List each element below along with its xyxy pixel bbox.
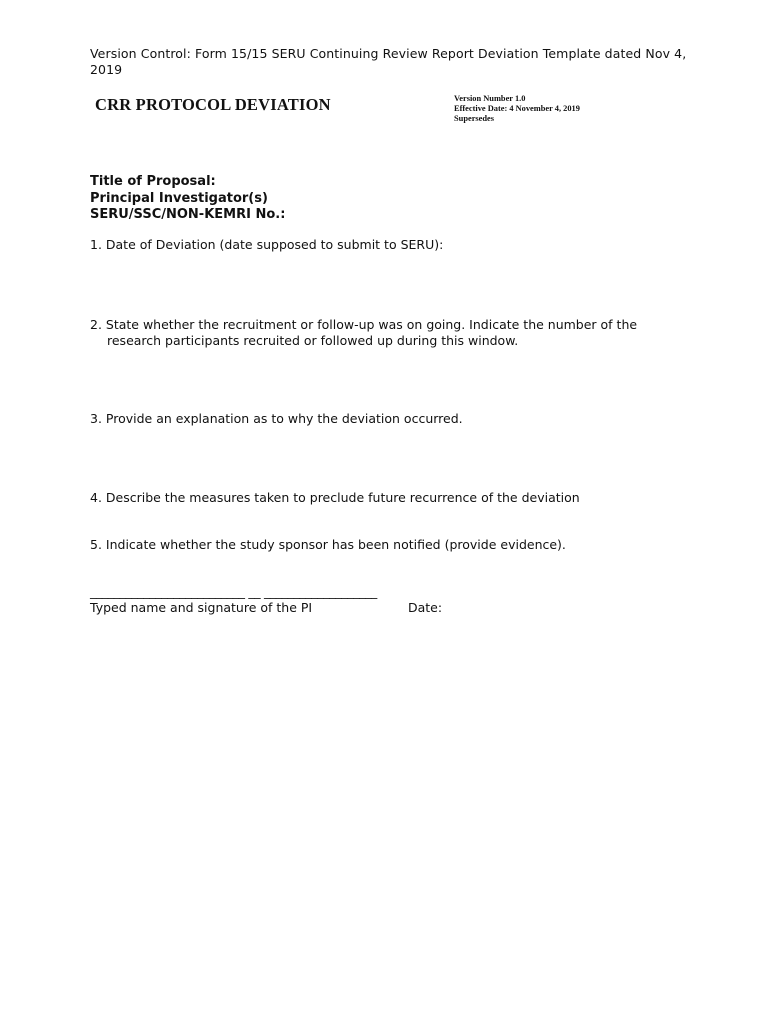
question-2-line-1: 2. State whether the recruitment or follow-up was on going. Indicate the number of the <box>90 317 638 332</box>
signature-labels <box>90 600 490 616</box>
document-title: CRR PROTOCOL DEVIATION <box>95 95 331 114</box>
question-4: 4. Describe the measures taken to preclude future recurrence of the deviation <box>90 490 580 505</box>
version-number: Version Number 1.0 <box>454 94 526 103</box>
question-2-line-2: research participants recruited or followed up during this window. <box>107 333 519 348</box>
question-3: 3. Provide an explanation as to why the deviation occurred. <box>90 411 463 426</box>
version-meta-block <box>454 94 580 124</box>
signature-name-label: Typed name and signature of the PI <box>90 600 313 615</box>
signature-date-label: Date: <box>408 600 443 615</box>
effective-date: Effective Date: 4 November 4, 2019 <box>454 104 580 113</box>
question-5: 5. Indicate whether the study sponsor has been notified (provide evidence). <box>90 537 566 552</box>
question-1: 1. Date of Deviation (date supposed to submit to SERU): <box>90 237 444 252</box>
title-of-proposal-label: Title of Proposal: <box>90 174 216 189</box>
seru-number-label: SERU/SSC/NON-KEMRI No.: <box>90 207 286 222</box>
question-2 <box>90 317 690 349</box>
proposal-fields <box>90 174 285 224</box>
principal-investigator-label: Principal Investigator(s) <box>90 190 268 206</box>
signature-line: __________________________ __ ___________________ <box>90 584 377 599</box>
signature-block <box>90 584 490 616</box>
supersedes: Supersedes <box>454 114 495 123</box>
version-control-text: Version Control: Form 15/15 SERU Continuing Review Report Deviation Template dated Nov 4, 2019 <box>90 46 687 77</box>
